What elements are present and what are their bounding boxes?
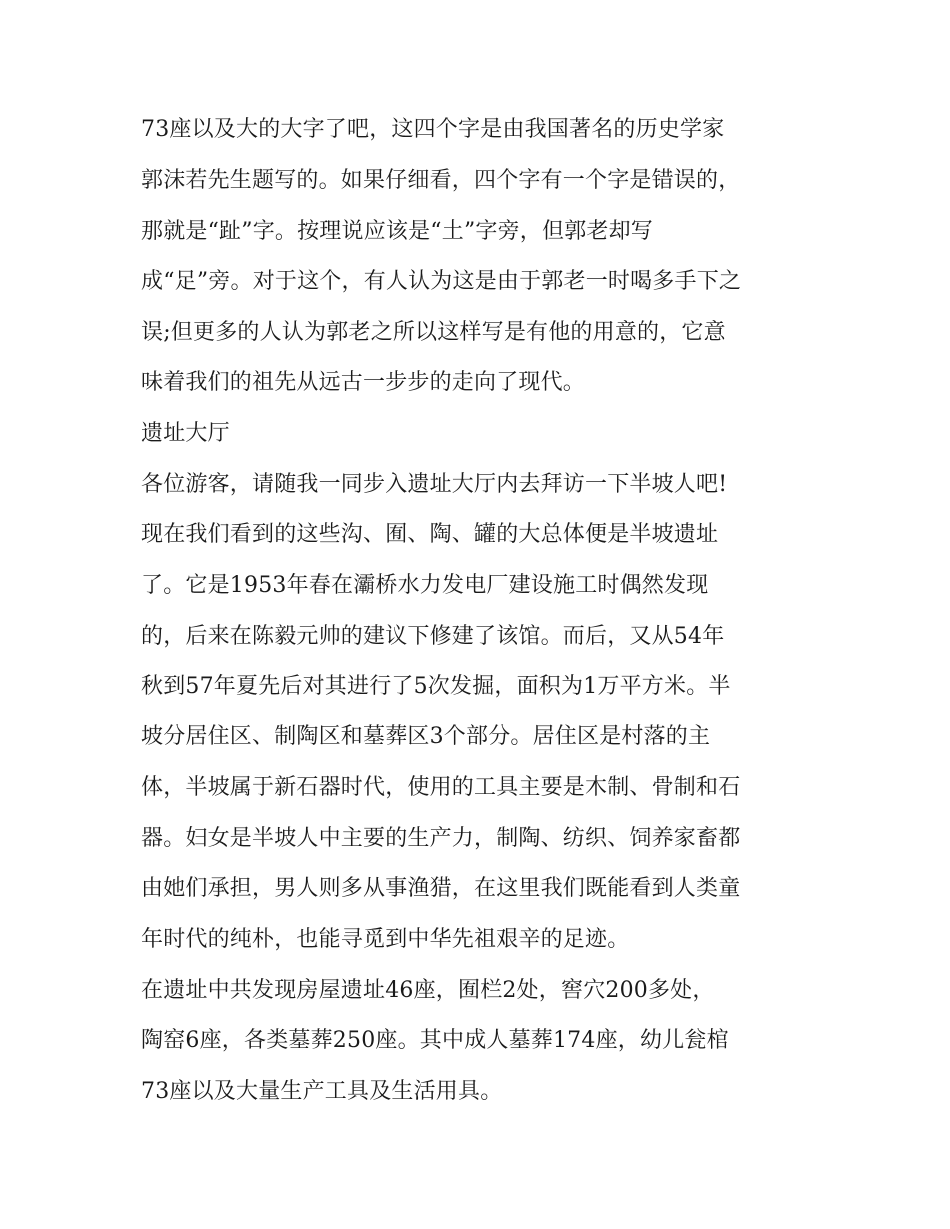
text-line: 的，后来在陈毅元帅的建议下修建了该馆。而后，又从54年 [141, 624, 725, 649]
text-line: 体，半坡属于新石器时代，使用的工具主要是木制、骨制和石 [141, 775, 741, 800]
text-line: 陶窑6座，各类墓葬250座。其中成人墓葬174座，幼儿瓮棺 [141, 1028, 729, 1053]
text-line: 味着我们的祖先从远古一步步的走向了现代。 [141, 370, 586, 395]
text-line: 成“足”旁。对于这个，有人认为这是由于郭老一时喝多手下之 [141, 269, 742, 294]
text-line: 器。妇女是半坡人中主要的生产力，制陶、纺织、饲养家畜都 [141, 826, 741, 851]
section-heading: 遗址大厅 [141, 421, 230, 446]
text-line: 秋到57年夏先后对其进行了5次发掘，面积为1万平方米。半 [141, 674, 731, 699]
text-line: 那就是“趾”字。按理说应该是“土”字旁，但郭老却写 [141, 219, 653, 244]
text-line: 各位游客，请随我一同步入遗址大厅内去拜访一下半坡人吧! [141, 472, 728, 497]
text-line: 现在我们看到的这些沟、囿、陶、罐的大总体便是半坡遗址 [141, 522, 719, 547]
text-line: 郭沫若先生题写的。如果仔细看，四个字有一个字是错误的， [141, 168, 741, 193]
text-line: 误;但更多的人认为郭老之所以这样写是有他的用意的，它意 [141, 320, 726, 345]
text-line: 73座以及大的大字了吧，这四个字是由我国著名的历史学家 [141, 117, 725, 142]
text-line: 在遗址中共发现房屋遗址46座，囿栏2处，窖穴200多处， [141, 978, 715, 1003]
text-line: 年时代的纯朴，也能寻觅到中华先祖艰辛的足迹。 [141, 927, 630, 952]
text-line: 由她们承担，男人则多从事渔猎，在这里我们既能看到人类童 [141, 876, 741, 901]
text-line: 坡分居住区、制陶区和墓葬区3个部分。居住区是村落的主 [141, 724, 711, 749]
text-line: 了。它是1953年春在灞桥水力发电厂建设施工时偶然发现 [141, 573, 709, 598]
text-line: 73座以及大量生产工具及生活用具。 [141, 1079, 503, 1104]
